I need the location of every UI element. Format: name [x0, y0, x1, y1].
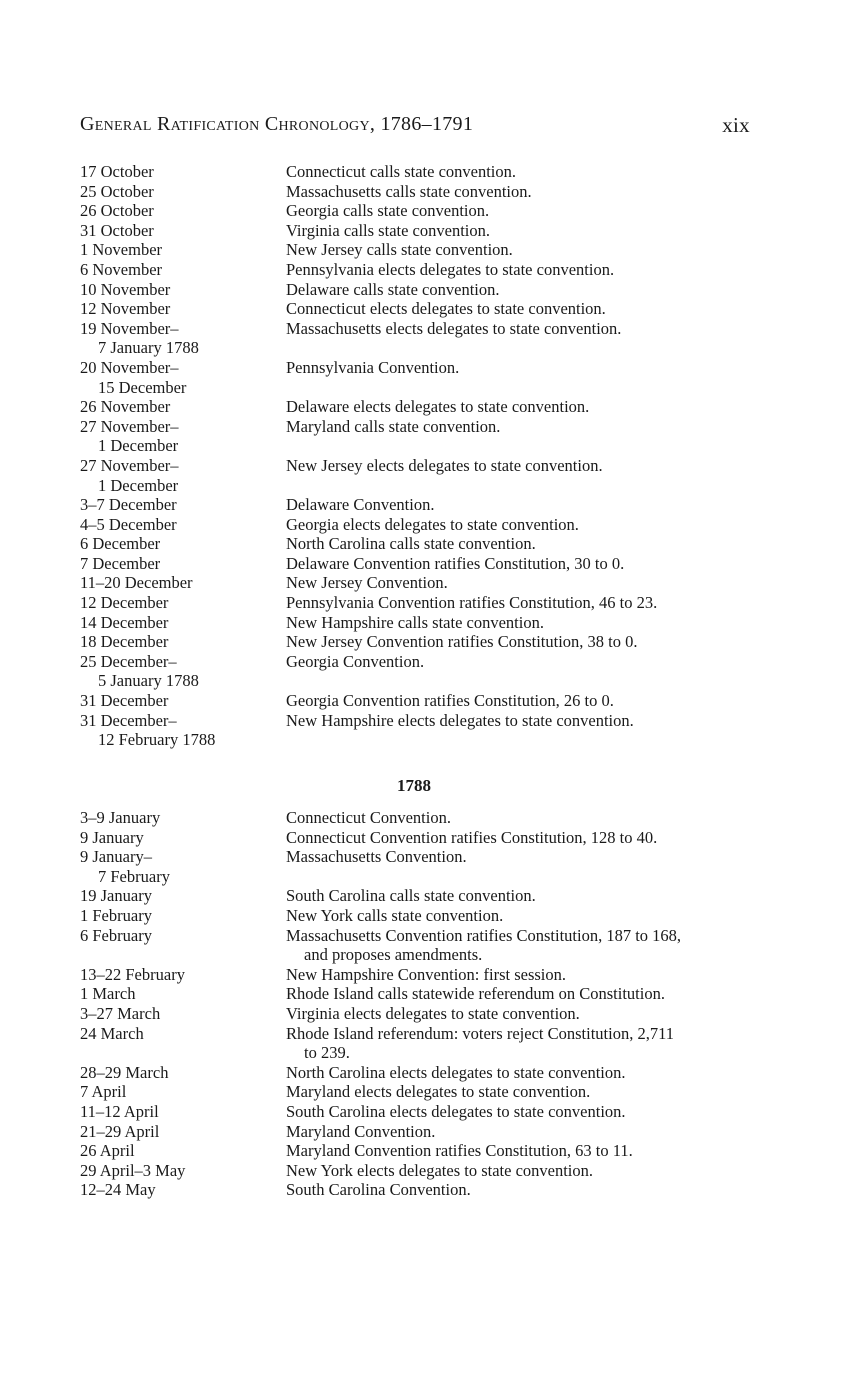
entry-date [80, 1122, 286, 1142]
entry-date [80, 456, 286, 495]
entry-date [80, 965, 286, 985]
entry-event-line: Delaware elects delegates to state convention. [286, 397, 590, 417]
entry-date-line: 19 January [80, 886, 152, 906]
entry-date-line: 12–24 May [80, 1180, 156, 1200]
entry-event-line: Pennsylvania Convention ratifies Constitution, 46 to 23. [286, 593, 658, 613]
entry-date [80, 554, 286, 574]
entry-event-line: New Jersey Convention ratifies Constitution, 38 to 0. [286, 632, 638, 652]
entry-date-line: 17 October [80, 162, 154, 181]
entry-date [80, 299, 286, 319]
entry-date-line: 24 March [80, 1023, 144, 1043]
entry-date [80, 534, 286, 554]
entry-date [80, 417, 286, 456]
entry-event-line: and proposes amendments. [304, 945, 483, 965]
entry-event-line: Pennsylvania elects delegates to state convention. [286, 259, 615, 279]
chronology-entry [80, 1180, 760, 1200]
entry-event [286, 573, 760, 593]
entry-date [80, 711, 286, 750]
entry-date-line: 6 February [80, 925, 152, 945]
entry-event-line: Georgia elects delegates to state convention. [286, 514, 579, 534]
entry-event-line: New Hampshire calls state convention. [286, 612, 544, 632]
entry-date [80, 358, 286, 397]
entry-date-line: 7 April [80, 1082, 127, 1102]
page-number: xix [722, 113, 750, 137]
entry-event [286, 632, 760, 652]
entry-event-line: Maryland Convention ratifies Constitution, 63 to 11. [286, 1141, 633, 1161]
entry-date [80, 162, 286, 182]
chronology-entry [80, 182, 760, 202]
chronology-entry [80, 456, 760, 495]
entry-date-line: 1 March [80, 984, 136, 1004]
entry-date-line: 5 January 1788 [98, 671, 199, 691]
entry-event [286, 1122, 760, 1142]
entry-event [286, 162, 760, 182]
entry-event-line: Delaware Convention. [286, 495, 435, 515]
entry-event [286, 456, 760, 495]
entry-date-line: 1 November [80, 240, 163, 260]
entry-date [80, 1161, 286, 1181]
entry-event [286, 1102, 760, 1122]
entry-event-line: Connecticut Convention ratifies Constitution, 128 to 40. [286, 827, 658, 847]
entry-event [286, 613, 760, 633]
chronology-entry [80, 201, 760, 221]
entry-event-line: Virginia calls state convention. [286, 220, 490, 240]
entry-event [286, 515, 760, 535]
entry-event-line: Pennsylvania Convention. [286, 357, 460, 377]
entry-date-line: 21–29 April [80, 1121, 160, 1141]
entry-date-line: 7 January 1788 [98, 338, 199, 358]
entry-event [286, 221, 760, 241]
entry-date-line: 1 December [98, 475, 179, 495]
entry-event [286, 182, 760, 202]
entry-event-line: Georgia calls state convention. [286, 201, 490, 221]
chronology-entry [80, 515, 760, 535]
entry-date-line: 7 December [80, 553, 161, 573]
entry-event [286, 828, 760, 848]
entry-event [286, 260, 760, 280]
entry-date-line: 26 October [80, 201, 154, 221]
entry-date [80, 1063, 286, 1083]
chronology-entry [80, 417, 760, 456]
chronology-entry [80, 573, 760, 593]
chronology-entry [80, 534, 760, 554]
entry-date-line: 3–9 January [80, 808, 161, 827]
entry-date-line: 12 February 1788 [98, 730, 216, 750]
entry-date [80, 1102, 286, 1122]
entry-date-line: 12 December [80, 593, 169, 613]
entry-date [80, 201, 286, 221]
entry-date-line: 4–5 December [80, 514, 177, 534]
chronology-entry [80, 711, 760, 750]
entry-date [80, 1004, 286, 1024]
entry-date-line: 3–27 March [80, 1003, 161, 1023]
chronology-entry [80, 613, 760, 633]
entry-event-line: New Jersey Convention. [286, 573, 448, 593]
chronology-entry [80, 652, 760, 691]
entry-date-line: 26 April [80, 1141, 135, 1161]
entry-date-line: 18 December [80, 632, 169, 652]
entry-event-line: Massachusetts elects delegates to state convention. [286, 318, 622, 338]
entry-date [80, 886, 286, 906]
chronology-1788-list [80, 808, 760, 1200]
entry-event-line: Rhode Island calls statewide referendum on Constitution. [286, 984, 665, 1004]
chronology-entry [80, 1004, 760, 1024]
entry-date [80, 397, 286, 417]
entry-date [80, 319, 286, 358]
entry-date-line: 7 February [98, 866, 170, 886]
entry-event-line: Connecticut Convention. [286, 808, 451, 827]
entry-event [286, 847, 760, 886]
entry-event-line: Massachusetts Convention ratifies Constitution, 187 to 168, [286, 925, 682, 945]
entry-date [80, 182, 286, 202]
entry-date [80, 515, 286, 535]
entry-event-line: New York elects delegates to state convention. [286, 1160, 594, 1180]
chronology-entry [80, 965, 760, 985]
entry-date [80, 240, 286, 260]
chronology-entry [80, 632, 760, 652]
entry-event-line: Maryland Convention. [286, 1121, 436, 1141]
entry-date [80, 847, 286, 886]
entry-event [286, 926, 760, 965]
entry-date [80, 652, 286, 691]
entry-event [286, 240, 760, 260]
entry-event-line: New Hampshire elects delegates to state convention. [286, 710, 634, 730]
entry-date-line: 9 January– [80, 847, 152, 867]
chronology-entry [80, 1122, 760, 1142]
chronology-entry [80, 828, 760, 848]
page-title: General Ratification Chronology, 1786–1791 [80, 113, 474, 135]
entry-event-line: New Jersey elects delegates to state convention. [286, 455, 603, 475]
entry-event [286, 1024, 760, 1063]
entry-event-line: New York calls state convention. [286, 905, 504, 925]
chronology-entry [80, 260, 760, 280]
entry-date-line: 1 December [98, 436, 179, 456]
entry-event [286, 201, 760, 221]
entry-event [286, 358, 760, 397]
entry-date-line: 26 November [80, 397, 171, 417]
entry-date [80, 906, 286, 926]
entry-event-line: to 239. [304, 1043, 350, 1063]
chronology-1787-list [80, 162, 760, 750]
entry-date [80, 1141, 286, 1161]
entry-date [80, 828, 286, 848]
entry-date-line: 19 November– [80, 318, 179, 338]
entry-date [80, 221, 286, 241]
entry-date-line: 27 November– [80, 416, 179, 436]
chronology-entry [80, 397, 760, 417]
chronology-entry [80, 691, 760, 711]
chronology-entry [80, 1141, 760, 1161]
entry-event [286, 417, 760, 456]
entry-date [80, 1082, 286, 1102]
chronology-entry [80, 984, 760, 1004]
entry-event-line: South Carolina calls state convention. [286, 886, 536, 906]
entry-event-line: Connecticut elects delegates to state convention. [286, 299, 606, 319]
entry-date [80, 593, 286, 613]
entry-event [286, 808, 760, 828]
entry-event [286, 1161, 760, 1181]
entry-date [80, 1180, 286, 1200]
entry-event [286, 534, 760, 554]
entry-event [286, 554, 760, 574]
entry-event [286, 652, 760, 691]
entry-event-line: South Carolina Convention. [286, 1180, 471, 1200]
chronology-entry [80, 847, 760, 886]
entry-event [286, 1063, 760, 1083]
chronology-entry [80, 221, 760, 241]
entry-date-line: 27 November– [80, 455, 179, 475]
entry-event-line: Maryland elects delegates to state convention. [286, 1082, 591, 1102]
entry-event-line: Massachusetts Convention. [286, 847, 467, 867]
entry-date [80, 984, 286, 1004]
chronology-entry [80, 906, 760, 926]
entry-date-line: 11–20 December [80, 573, 193, 593]
entry-date-line: 25 October [80, 181, 154, 201]
chronology-entry [80, 1082, 760, 1102]
entry-date-line: 15 December [98, 377, 187, 397]
entry-event [286, 299, 760, 319]
entry-event [286, 906, 760, 926]
chronology-entry [80, 240, 760, 260]
entry-event-line: Georgia Convention. [286, 651, 425, 671]
entry-event [286, 593, 760, 613]
entry-event [286, 1082, 760, 1102]
entry-date [80, 495, 286, 515]
entry-event [286, 495, 760, 515]
entry-date-line: 25 December– [80, 651, 177, 671]
entry-event-line: Rhode Island referendum: voters reject Constitution, 2,711 [286, 1023, 674, 1043]
year-heading: 1788 [397, 776, 431, 795]
entry-event [286, 1004, 760, 1024]
entry-event [286, 965, 760, 985]
chronology-entry [80, 280, 760, 300]
chronology-entry [80, 554, 760, 574]
entry-date-line: 29 April–3 May [80, 1160, 186, 1180]
chronology-entry [80, 1161, 760, 1181]
entry-event [286, 691, 760, 711]
chronology-entry [80, 162, 760, 182]
entry-event [286, 984, 760, 1004]
entry-event-line: Georgia Convention ratifies Constitution, 26 to 0. [286, 691, 614, 711]
chronology-entry [80, 593, 760, 613]
entry-date-line: 11–12 April [80, 1101, 159, 1121]
entry-event-line: South Carolina elects delegates to state convention. [286, 1101, 626, 1121]
entry-event [286, 1180, 760, 1200]
entry-date-line: 1 February [80, 905, 152, 925]
entry-date [80, 1024, 286, 1063]
entry-event-line: New Hampshire Convention: first session. [286, 964, 567, 984]
entry-date [80, 573, 286, 593]
entry-date-line: 6 December [80, 534, 161, 554]
running-header [80, 113, 750, 141]
entry-date-line: 10 November [80, 279, 171, 299]
entry-date [80, 280, 286, 300]
entry-event [286, 711, 760, 750]
entry-event-line: Delaware Convention ratifies Constitution, 30 to 0. [286, 553, 625, 573]
entry-date [80, 613, 286, 633]
entry-date-line: 3–7 December [80, 495, 177, 515]
entry-date-line: 31 October [80, 220, 154, 240]
entry-date-line: 6 November [80, 259, 163, 279]
chronology-entry [80, 808, 760, 828]
chronology-entry [80, 495, 760, 515]
chronology-entry [80, 319, 760, 358]
entry-date-line: 20 November– [80, 357, 179, 377]
entry-event [286, 1141, 760, 1161]
entry-date-line: 31 December [80, 691, 169, 711]
entry-event [286, 319, 760, 358]
entry-date [80, 926, 286, 965]
entry-date-line: 12 November [80, 299, 171, 319]
entry-date-line: 13–22 February [80, 964, 185, 984]
chronology-entry [80, 926, 760, 965]
entry-event-line: Maryland calls state convention. [286, 416, 501, 436]
entry-date-line: 9 January [80, 827, 144, 847]
entry-event [286, 280, 760, 300]
entry-event-line: Connecticut calls state convention. [286, 162, 517, 181]
entry-date-line: 14 December [80, 612, 169, 632]
chronology-entry [80, 1063, 760, 1083]
entry-date-line: 31 December– [80, 710, 177, 730]
entry-date [80, 260, 286, 280]
entry-date [80, 808, 286, 828]
entry-date-line: 28–29 March [80, 1062, 169, 1082]
entry-event-line: Delaware calls state convention. [286, 279, 500, 299]
entry-event-line: New Jersey calls state convention. [286, 240, 513, 260]
chronology-entry [80, 299, 760, 319]
entry-event-line: North Carolina elects delegates to state convention. [286, 1062, 626, 1082]
entry-event [286, 886, 760, 906]
entry-event-line: Massachusetts calls state convention. [286, 181, 532, 201]
entry-date [80, 632, 286, 652]
chronology-entry [80, 1024, 760, 1063]
entry-event [286, 397, 760, 417]
entry-date [80, 691, 286, 711]
chronology-entry [80, 358, 760, 397]
chronology-entry [80, 1102, 760, 1122]
chronology-entry [80, 886, 760, 906]
entry-event-line: North Carolina calls state convention. [286, 534, 536, 554]
entry-event-line: Virginia elects delegates to state convention. [286, 1003, 580, 1023]
